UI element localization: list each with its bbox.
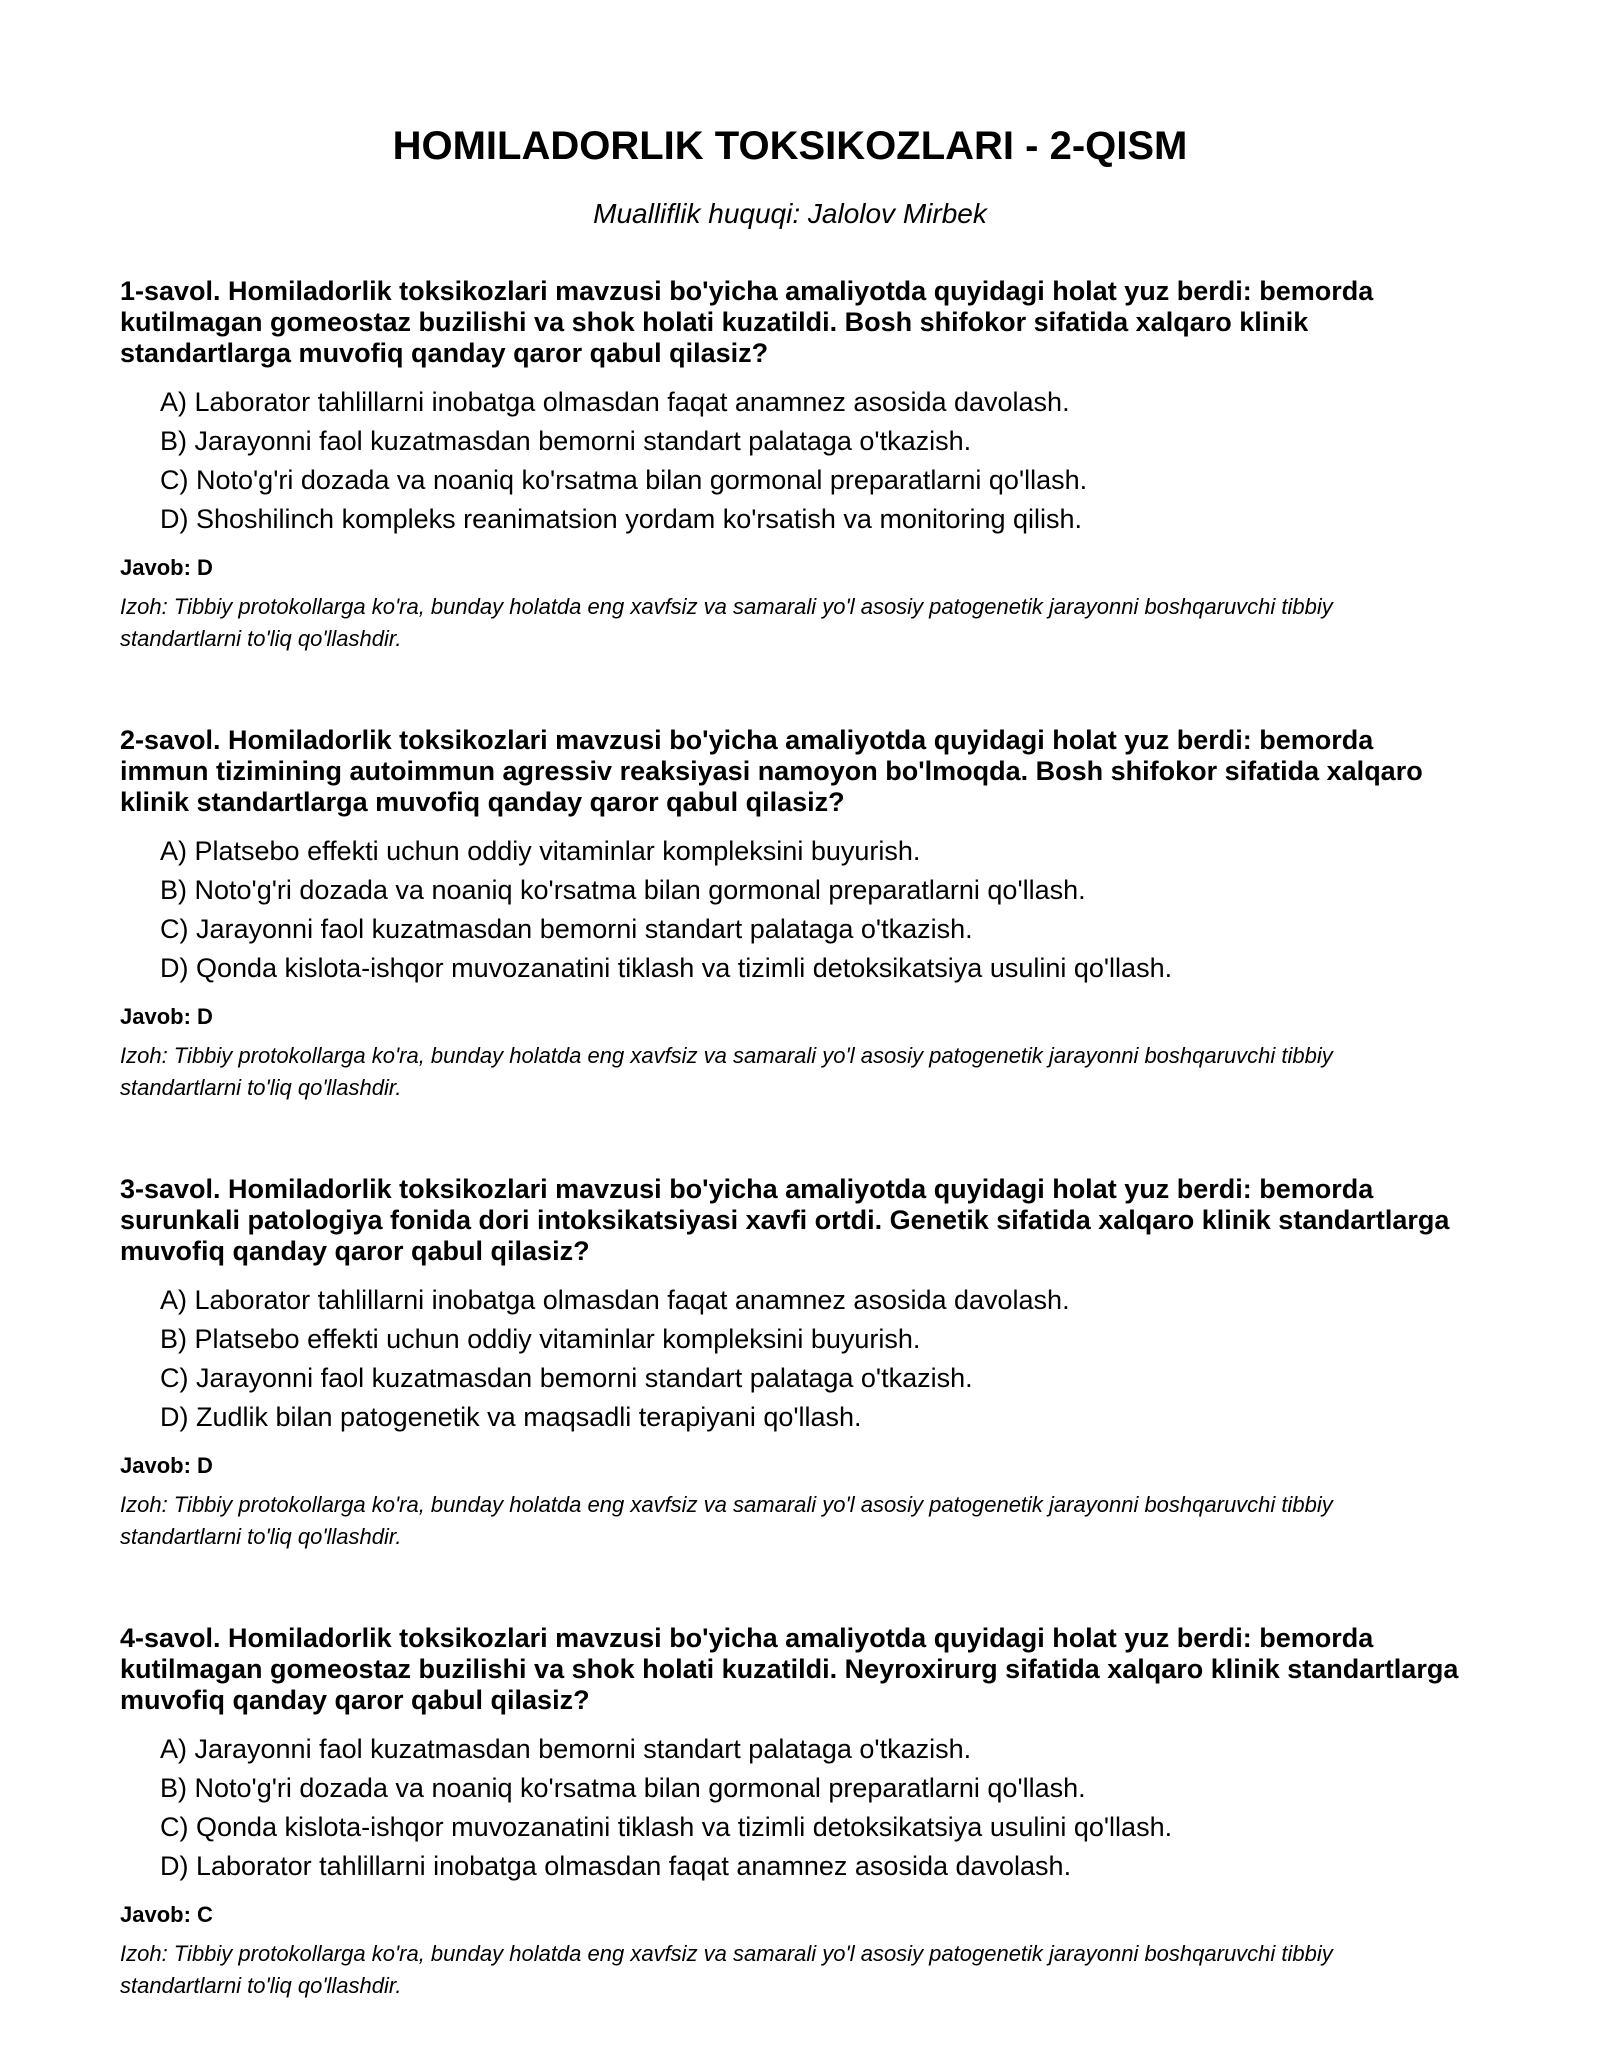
explanation: Izoh: Tibbiy protokollarga ko'ra, bunday holatda eng xavfsiz va samarali yo'l asosiy patogenetik jarayonni boshqaruvchi tibbiy standartlarni to'liq qo'llashdir. (120, 1043, 1333, 1100)
option-d: D) Shoshilinch kompleks reanimatsion yordam ko'rsatish va monitoring qilish. (160, 504, 1083, 534)
explanation: Izoh: Tibbiy protokollarga ko'ra, bunday holatda eng xavfsiz va samarali yo'l asosiy patogenetik jarayonni boshqaruvchi tibbiy standartlarni to'liq qo'llashdir. (120, 594, 1333, 651)
option-c: C) Noto'g'ri dozada va noaniq ko'rsatma bilan gormonal preparatlarni qo'llash. (160, 465, 1088, 495)
option-c: C) Jarayonni faol kuzatmasdan bemorni standart palataga o'tkazish. (160, 914, 973, 944)
option-a: A) Platsebo effekti uchun oddiy vitaminlar kompleksini buyurish. (160, 836, 921, 866)
option-b: B) Platsebo effekti uchun oddiy vitaminlar kompleksini buyurish. (160, 1324, 921, 1354)
document-subtitle: Mualliflik huquqi: Jalolov Mirbek (593, 198, 987, 229)
option-a: A) Jarayonni faol kuzatmasdan bemorni standart palataga o'tkazish. (160, 1734, 972, 1764)
question-text: 4-savol. Homiladorlik toksikozlari mavzusi bo'yicha amaliyotda quyidagi holat yuz berdi: bemorda kutilmagan gomeostaz buzilishi va shok holati kuzatildi. Neyroxirurg sifatida xalqaro klinik standartlarga muvofiq qanday qaror qabul qilasiz? (120, 1623, 1459, 1715)
answer-options (120, 1730, 1460, 1886)
option-b: B) Jarayonni faol kuzatmasdan bemorni standart palataga o'tkazish. (160, 426, 972, 456)
explanation: Izoh: Tibbiy protokollarga ko'ra, bunday holatda eng xavfsiz va samarali yo'l asosiy patogenetik jarayonni boshqaruvchi tibbiy standartlarni to'liq qo'llashdir. (120, 1941, 1333, 1998)
question-text: 3-savol. Homiladorlik toksikozlari mavzusi bo'yicha amaliyotda quyidagi holat yuz berdi: bemorda surunkali patologiya fonida dori intoksikatsiyasi xavfi ortdi. Genetik sifatida xalqaro klinik standartlarga muvofiq qanday qaror qabul qilasiz? (120, 1174, 1450, 1266)
option-d: D) Qonda kislota-ishqor muvozanatini tiklash va tizimli detoksikatsiya usulini qo'llash. (160, 953, 1173, 983)
option-c: C) Jarayonni faol kuzatmasdan bemorni standart palataga o'tkazish. (160, 1363, 973, 1393)
question-text: 2-savol. Homiladorlik toksikozlari mavzusi bo'yicha amaliyotda quyidagi holat yuz berdi: bemorda immun tizimining autoimmun agressiv reaksiyasi namoyon bo'lmoqda. Bosh shifokor sifatida xalqaro klinik standartlarga muvofiq qanday qaror qabul qilasiz? (120, 725, 1423, 817)
question-block-1 (120, 276, 1460, 655)
option-d: D) Laborator tahlillarni inobatga olmasdan faqat anamnez asosida davolash. (160, 1851, 1072, 1881)
question-block-4 (120, 1623, 1460, 2002)
answer-options (120, 383, 1460, 539)
document-title: HOMILADORLIK TOKSIKOZLARI - 2-QISM (392, 124, 1188, 168)
option-a: A) Laborator tahlillarni inobatga olmasdan faqat anamnez asosida davolash. (160, 387, 1070, 417)
answer-key: Javob: D (120, 555, 213, 580)
question-block-2 (120, 725, 1460, 1104)
option-b: B) Noto'g'ri dozada va noaniq ko'rsatma bilan gormonal preparatlarni qo'llash. (160, 1773, 1086, 1803)
option-b: B) Noto'g'ri dozada va noaniq ko'rsatma bilan gormonal preparatlarni qo'llash. (160, 875, 1086, 905)
question-block-3 (120, 1174, 1460, 1553)
answer-key: Javob: D (120, 1453, 213, 1478)
answer-options (120, 1281, 1460, 1437)
answer-options (120, 832, 1460, 988)
option-c: C) Qonda kislota-ishqor muvozanatini tiklash va tizimli detoksikatsiya usulini qo'llash. (160, 1812, 1173, 1842)
explanation: Izoh: Tibbiy protokollarga ko'ra, bunday holatda eng xavfsiz va samarali yo'l asosiy patogenetik jarayonni boshqaruvchi tibbiy standartlarni to'liq qo'llashdir. (120, 1492, 1333, 1549)
question-text: 1-savol. Homiladorlik toksikozlari mavzusi bo'yicha amaliyotda quyidagi holat yuz berdi: bemorda kutilmagan gomeostaz buzilishi va shok holati kuzatildi. Bosh shifokor sifatida xalqaro klinik standartlarga muvofiq qanday qaror qabul qilasiz? (120, 276, 1374, 368)
answer-key: Javob: D (120, 1004, 213, 1029)
option-d: D) Zudlik bilan patogenetik va maqsadli terapiyani qo'llash. (160, 1402, 862, 1432)
answer-key: Javob: C (120, 1902, 213, 1927)
option-a: A) Laborator tahlillarni inobatga olmasdan faqat anamnez asosida davolash. (160, 1285, 1070, 1315)
